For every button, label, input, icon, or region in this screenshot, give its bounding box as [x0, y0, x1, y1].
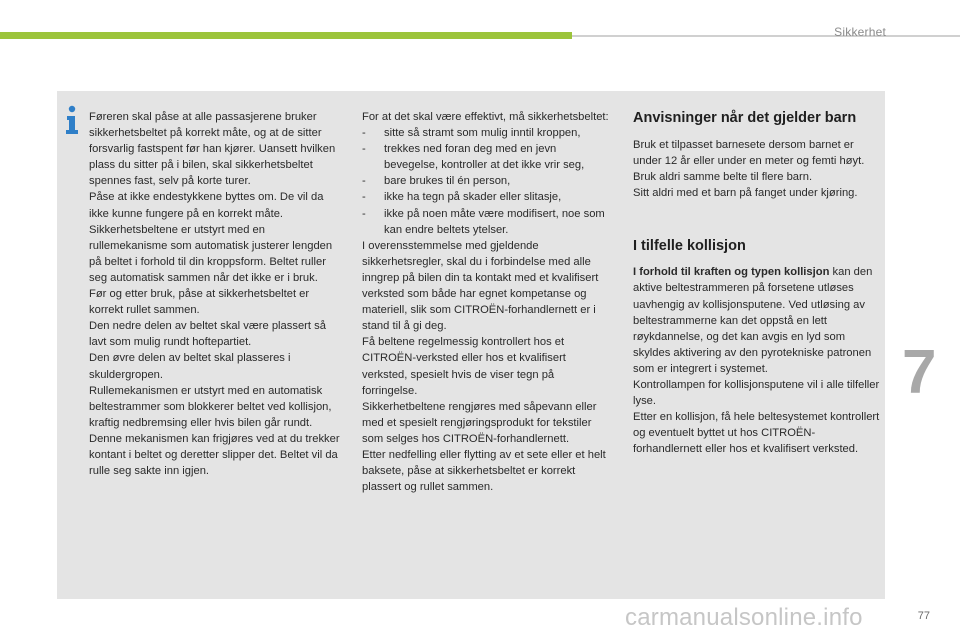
collision-heading: I tilfelle kollisjon — [633, 238, 746, 255]
section-title: Sikkerhet — [834, 25, 886, 39]
seatbelt-usage-column — [89, 109, 345, 479]
bullet-item: - ikke på noen måte være modifisert, noe som kan endre beltets ytelser. — [362, 206, 612, 238]
bullet-text: trekkes ned foran deg med en jevn bevegelse, kontroller at det ikke vrir seg, — [384, 143, 585, 172]
paragraph: Før og etter bruk, påse at sikkerhetsbeltet er korrekt rullet sammen. — [89, 288, 310, 317]
page-number: 77 — [917, 610, 930, 622]
bullet-text: ikke på noen måte være modifisert, noe som kan endre beltets ytelser. — [384, 207, 605, 236]
watermark: carmanualsonline.info — [625, 604, 863, 631]
paragraph: Den øvre delen av beltet skal plasseres i skuldergropen. — [89, 352, 291, 381]
chapter-number: 7 — [902, 338, 937, 407]
bullet-item: - trekkes ned foran deg med en jevn bevegelse, kontroller at det ikke vrir seg, — [362, 141, 612, 173]
header-accent-bar — [0, 32, 572, 39]
paragraph: Sitt aldri med et barn på fanget under kjøring. — [633, 187, 858, 200]
paragraph: Etter en kollisjon, få hele beltesystemet kontrollert og eventuelt byttet ut hos CITROËN-forhandlernett eller hos et kvalifisert verksted. — [633, 411, 880, 456]
collision-paragraph — [633, 264, 881, 377]
bullet-text: bare brukes til én person, — [384, 175, 511, 188]
paragraph: Den nedre delen av beltet skal være plassert så lavt som mulig rundt hoftepartiet. — [89, 320, 326, 349]
paragraph: I overensstemmelse med gjeldende sikkerhetsregler, skal du i forbindelse med alle inngrep på bilen din ta kontakt med et kvalifisert verksted som både har egnet kompetanse og materiell, slik som CITROËN-forhandlernett er i stand til å gi deg. — [362, 239, 599, 333]
bullet-text: ikke ha tegn på skader eller slitasje, — [384, 191, 562, 204]
paragraph: Rullemekanismen er utstyrt med en automatisk beltestrammer som blokkerer beltet ved kollisjon, kraftig nedbremsing eller hvis bilen går rundt. Denne mekanismen kan frigjøres ved at du trekker kontant i beltet og deretter slipper det. Beltet vil da rulle seg sakte inn igjen. — [89, 384, 340, 478]
paragraph: Sikkerhetbeltene rengjøres med såpevann eller med et spesielt rengjøringsprodukt for tekstiler som selges hos CITROËN-forhandlernett. — [362, 400, 597, 445]
info-icon — [64, 105, 80, 135]
bullet-item: - sitte så stramt som mulig inntil kroppen, — [362, 125, 612, 141]
children-and-collision-column — [633, 110, 881, 458]
collision-bold-lead: I forhold til kraften og typen kollisjon — [633, 266, 830, 279]
paragraph: Føreren skal påse at alle passasjerene bruker sikkerhetsbeltet på korrekt måte, og at de sitter forsvarlig fastspent før han kjører. Uansett hvilken plass du sitter på i bilen, skal sikkerhetsbeltet spennes fast, selv på korte turer. — [89, 111, 336, 188]
intro-text: For at det skal være effektivt, må sikkerhetsbeltet: — [362, 111, 609, 123]
collision-text: kan den aktive beltestrammeren på forsetene utløses uavhengig av kollisjonsputene. Ved utløsing av beltestrammerne kan det oppstå en lett røykdannelse, og det kan avgis en lyd som skyldes aktivering av den pyrotekniske patronen som er integrert i systemet. — [633, 266, 873, 375]
seatbelt-effectiveness-column — [362, 109, 612, 495]
paragraph: Bruk aldri samme belte til flere barn. — [633, 171, 813, 184]
paragraph: Sikkerhetsbeltene er utstyrt med en rullemekanisme som automatisk justerer lengden på beltet i forhold til din kroppsform. Beltet ruller seg automatisk sammen når det ikke er i bruk. — [89, 223, 333, 284]
paragraph: Kontrollampen for kollisjonsputene vil i alle tilfeller lyse. — [633, 379, 880, 408]
bullet-item: - ikke ha tegn på skader eller slitasje, — [362, 189, 612, 205]
paragraph: Påse at ikke endestykkene byttes om. De vil da ikke kunne fungere på en korrekt måte. — [89, 191, 324, 220]
bullet-item: - bare brukes til én person, — [362, 173, 612, 189]
bullet-text: sitte så stramt som mulig inntil kroppen, — [384, 127, 581, 140]
header-divider — [572, 35, 960, 37]
paragraph: Etter nedfelling eller flytting av et sete eller et helt baksete, påse at sikkerhetsbeltet er korrekt plassert og rullet sammen. — [362, 448, 606, 494]
paragraph: Få beltene regelmessig kontrollert hos et CITROËN-verksted eller hos et kvalifisert verksted, spesielt hvis de viser tegn på forringelse. — [362, 336, 566, 397]
paragraph: Bruk et tilpasset barnesete dersom barnet er under 12 år eller under en meter og femti høyt. — [633, 139, 865, 168]
children-heading: Anvisninger når det gjelder barn — [633, 110, 857, 126]
